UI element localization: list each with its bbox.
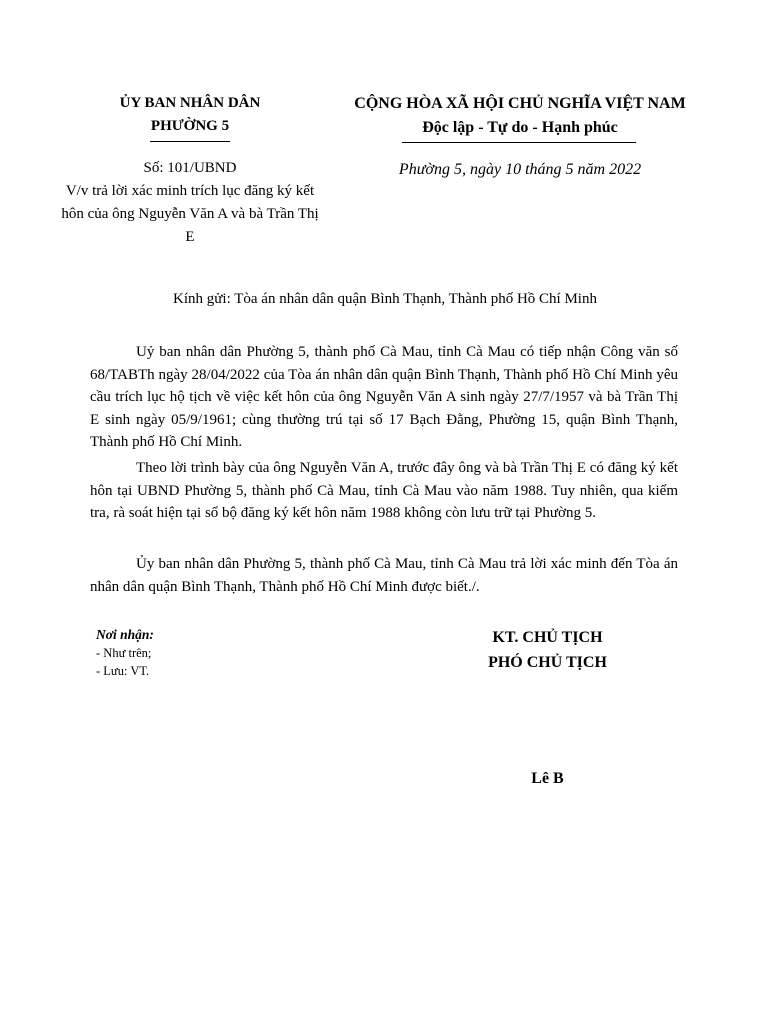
issuing-authority [60, 92, 320, 138]
signer-name: Lê B [531, 770, 564, 787]
authority-name-line2: PHƯỜNG 5 [150, 118, 230, 134]
document-subject: V/v trả lời xác minh trích lục đăng ký kết hôn của ông Nguyễn Văn A và bà Trần Thị E [61, 183, 319, 245]
signer-title: PHÓ CHỦ TỊCH [488, 654, 607, 671]
body-paragraph-1: Uỷ ban nhân dân Phường 5, thành phố Cà Mau, tỉnh Cà Mau có tiếp nhận Công văn số 68/TABTh ngày 28/04/2022 của Tòa án nhân dân quận Bình Thạnh, Thành phố Hồ Chí Minh yêu cầu trích lục hộ tịch về việc kết hôn của ông Nguyễn Văn A sinh ngày 27/7/1957 và bà Trần Thị E sinh ngày 05/9/1961; cùng thường trú tại số 17 Bạch Đằng, Phường 15, quận Bình Thạnh, Thành phố Hồ Chí Minh. [90, 344, 678, 450]
receiver-item: - Như trên; [96, 646, 152, 660]
body-paragraph-2: Theo lời trình bày của ông Nguyễn Văn A, trước đây ông và bà Trần Thị E có đăng ký kết hôn tại UBND Phường 5, thành phố Cà Mau, tỉnh Cà Mau vào năm 1988. Tuy nhiên, qua kiểm tra, rà soát hiện tại sổ bộ đăng ký kết hôn năm 1988 không còn lưu trữ tại Phường 5. [90, 460, 678, 521]
place-and-date: Phường 5, ngày 10 tháng 5 năm 2022 [398, 161, 642, 178]
signature-block [430, 625, 665, 675]
recipient-line: Kính gửi: Tòa án nhân dân quận Bình Thạnh, Thành phố Hồ Chí Minh [173, 291, 597, 307]
country-name: CỘNG HÒA XÃ HỘI CHỦ NGHĨA VIỆT NAM [354, 95, 686, 112]
receiver-item: - Lưu: VT. [96, 664, 150, 678]
national-header [340, 92, 700, 140]
receivers-block [96, 626, 296, 680]
signer-authority: KT. CHỦ TỊCH [492, 629, 603, 646]
authority-name-line1: ỦY BAN NHÂN DÂN [119, 95, 261, 111]
receivers-label: Nơi nhận: [96, 627, 154, 642]
authority-underline [150, 141, 230, 142]
national-motto: Độc lập - Tự do - Hạnh phúc [422, 119, 618, 136]
body-paragraph-3: Ủy ban nhân dân Phường 5, thành phố Cà Mau, tỉnh Cà Mau trả lời xác minh đến Tòa án nhân dân quận Bình Thạnh, Thành phố Hồ Chí Minh được biết./. [90, 556, 678, 595]
document-number: Số: 101/UBND [143, 160, 237, 176]
motto-underline [402, 142, 636, 143]
